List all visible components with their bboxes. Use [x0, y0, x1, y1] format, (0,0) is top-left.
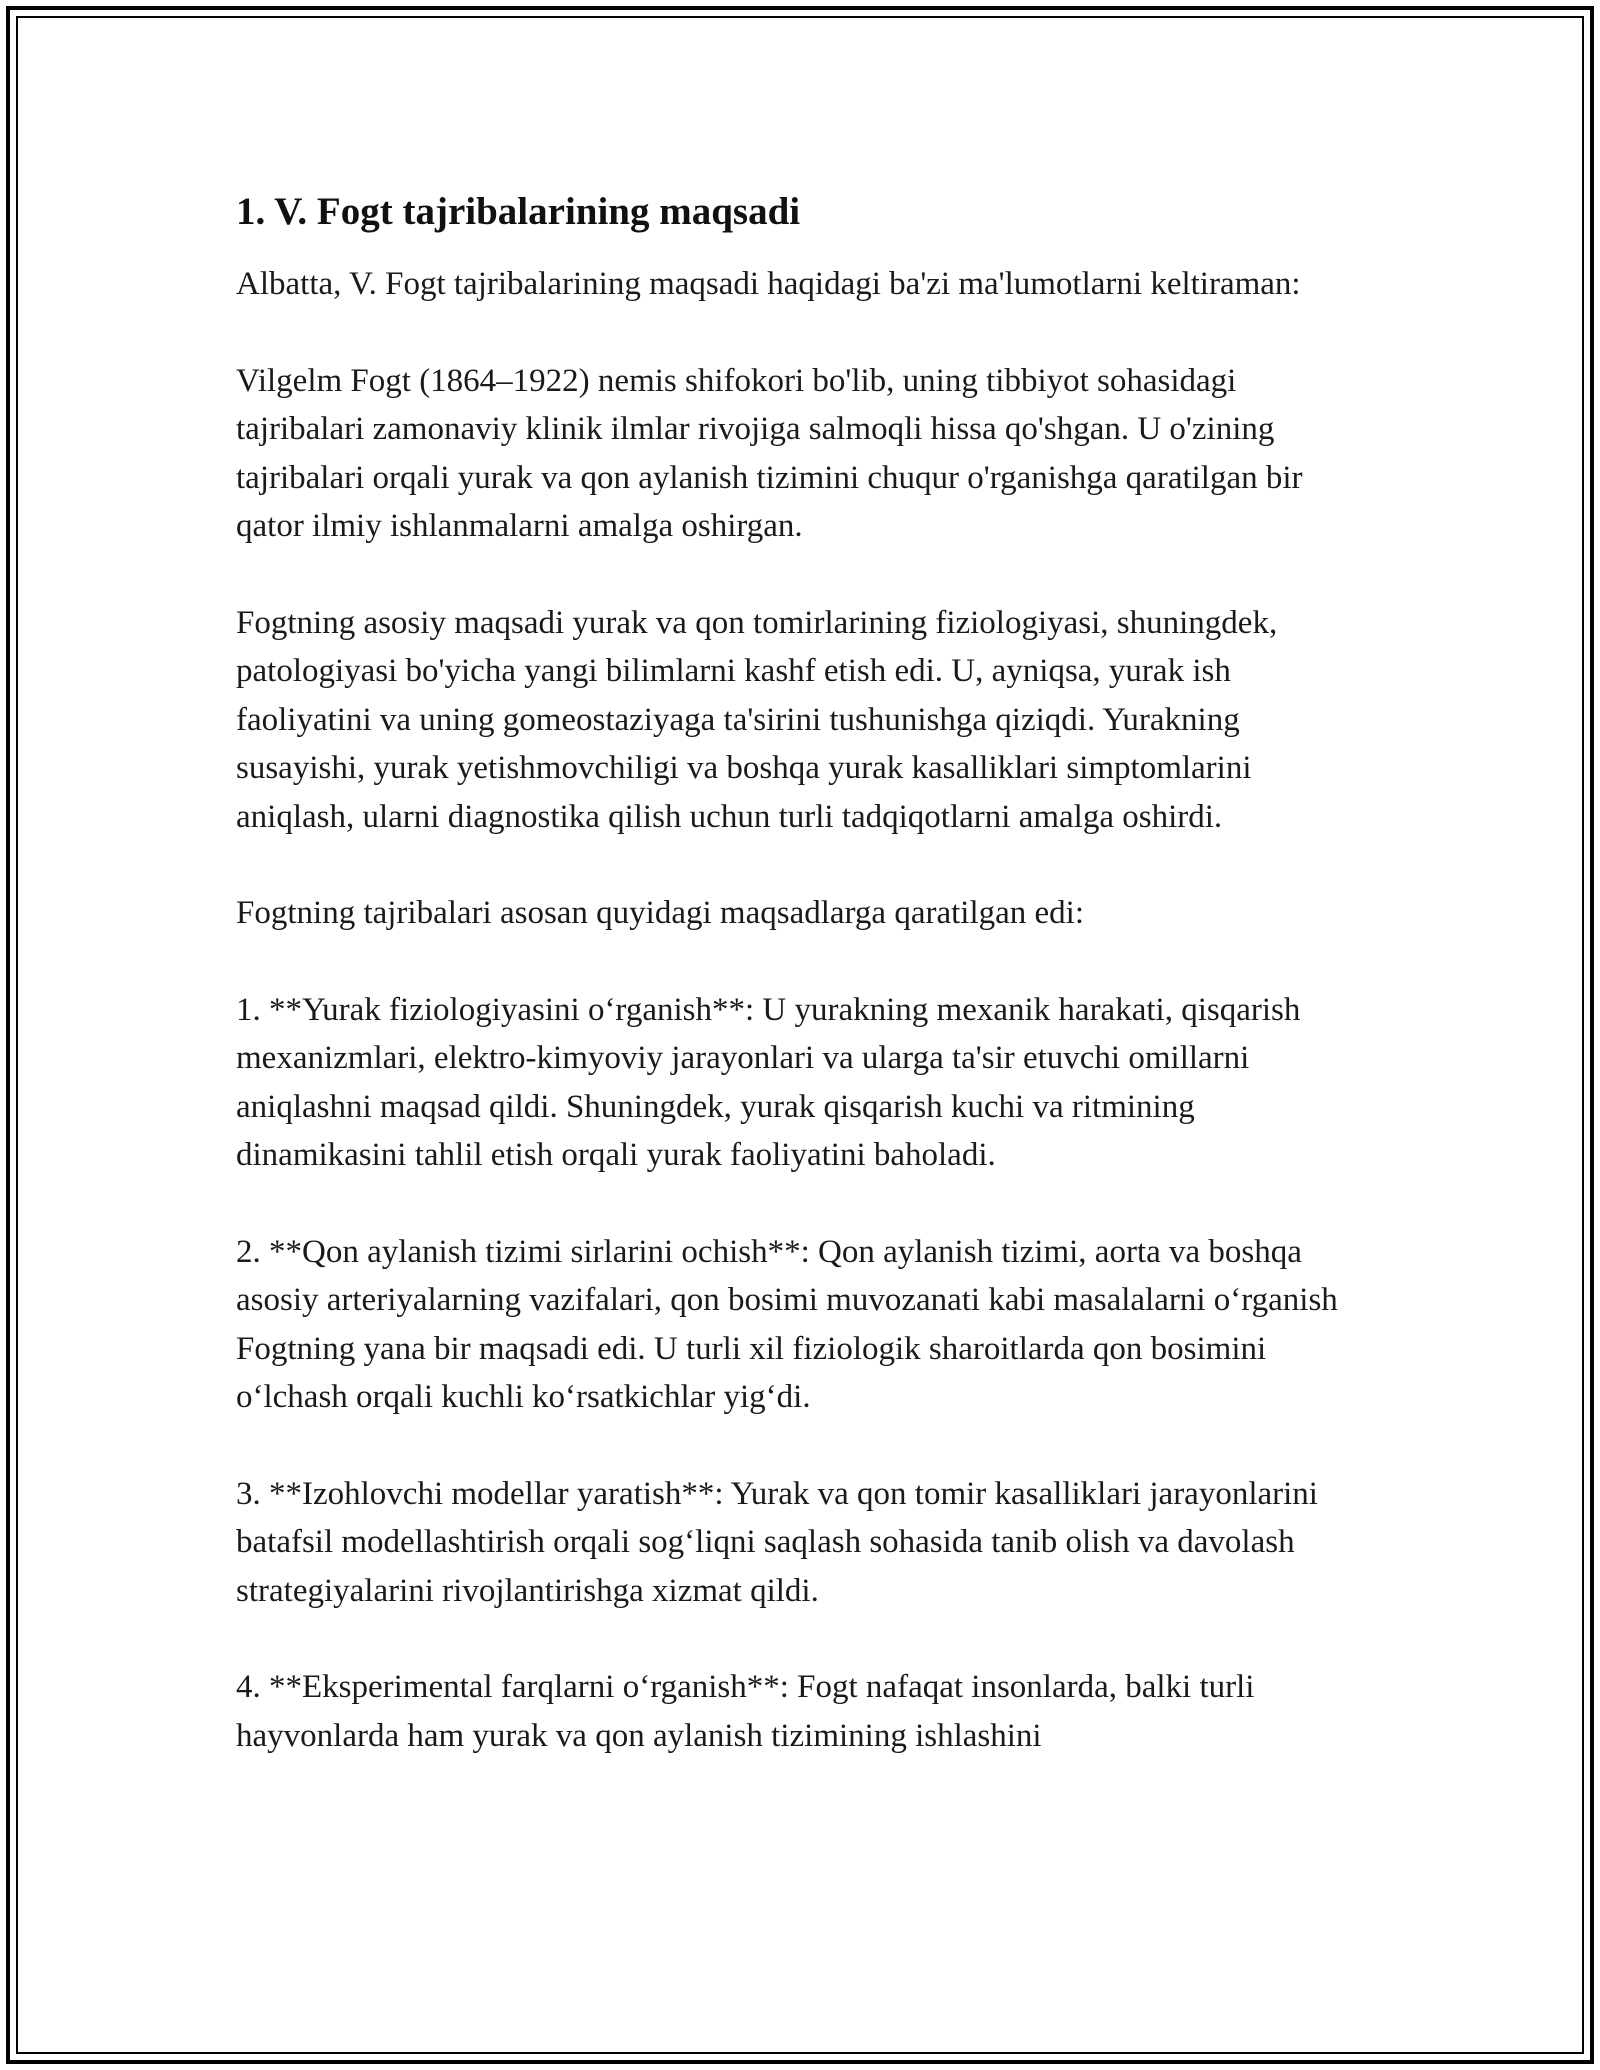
paragraph-biography: Vilgelm Fogt (1864–1922) nemis shifokori bo'lib, uning tibbiyot sohasidagi tajribalari zamonaviy klinik ilmlar rivojiga salmoqli hissa qo'shgan. U o'zining tajribalari orqali yurak va qon aylanish tizimini chuqur o'rganishga qaratilgan bir qator ilmiy ishlanmalarni amalga oshirgan. — [236, 362, 1303, 544]
paragraph-goals-intro: Fogtning tajribalari asosan quyidagi maqsadlarga qaratilgan edi: — [236, 895, 1084, 931]
paragraph-intro: Albatta, V. Fogt tajribalarining maqsadi haqidagi ba'zi ma'lumotlarni keltiraman: — [236, 266, 1301, 302]
document-body — [236, 186, 1366, 1760]
list-item-circulation: 2. **Qon aylanish tizimi sirlarini ochish**: Qon aylanish tizimi, aorta va boshqa asosiy arteriyalarning vazifalari, qon bosimi muvozanati kabi masalalarni o‘rganish Fogtning yana bir maqsadi edi. U turli xil fiziologik sharoitlarda qon bosimini o‘lchash orqali kuchli ko‘rsatkichlar yig‘di. — [236, 1233, 1338, 1415]
list-item-models: 3. **Izohlovchi modellar yaratish**: Yurak va qon tomir kasalliklari jarayonlarini batafsil modellashtirish orqali sog‘liqni saqlash sohasida tanib olish va davolash strategiyalarini rivojlantirishga xizmat qildi. — [236, 1475, 1318, 1609]
document-heading: 1. V. Fogt tajribalarining maqsadi — [236, 190, 801, 233]
list-item-heart-physiology: 1. **Yurak fiziologiyasini o‘rganish**: U yurakning mexanik harakati, qisqarish mexanizmlari, elektro-kimyoviy jarayonlari va ularga ta'sir etuvchi omillarni aniqlashni maqsad qildi. Shuningdek, yurak qisqarish kuchi va ritmining dinamikasini tahlil etish orqali yurak faoliyatini baholadi. — [236, 991, 1301, 1173]
paragraph-main-goal: Fogtning asosiy maqsadi yurak va qon tomirlarining fiziologiyasi, shuningdek, patologiyasi bo'yicha yangi bilimlarni kashf etish edi. U, ayniqsa, yurak ish faoliyatini va uning gomeostaziyaga ta'sirini tushunishga qiziqdi. Yurakning susayishi, yurak yetishmovchiligi va boshqa yurak kasalliklari simptomlarini aniqlash, ularni diagnostika qilish uchun turli tadqiqotlarni amalga oshirdi. — [236, 604, 1278, 835]
list-item-experimental: 4. **Eksperimental farqlarni o‘rganish**: Fogt nafaqat insonlarda, balki turli hayvonlarda ham yurak va qon aylanish tizimining ishlashini — [236, 1669, 1255, 1754]
